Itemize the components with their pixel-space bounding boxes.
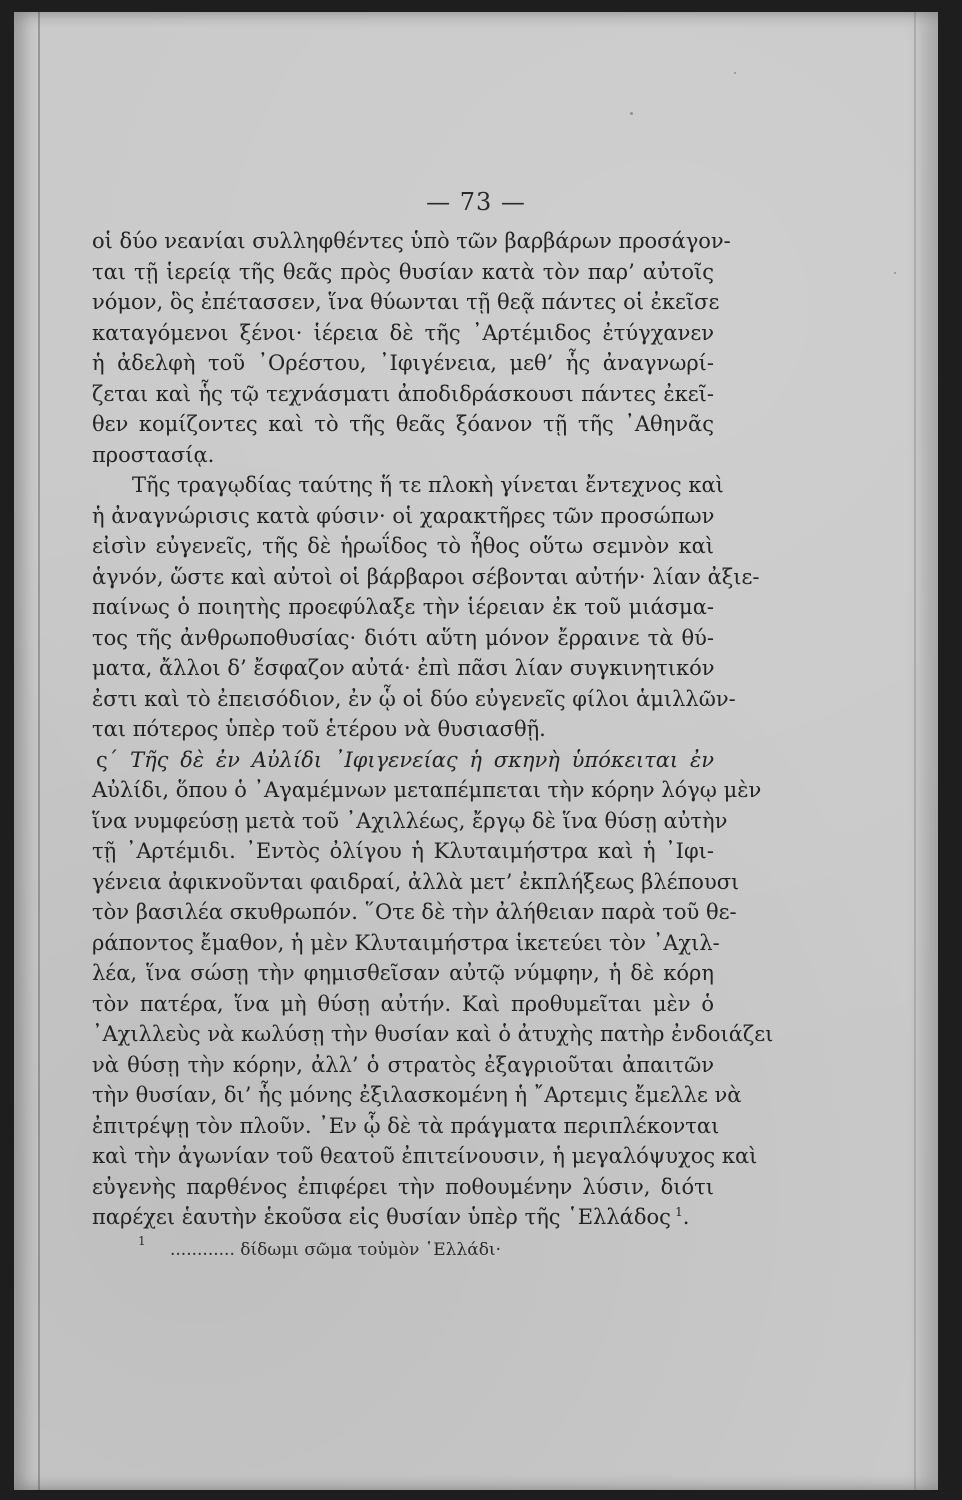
text-line: παίνως ὁ ποιητὴς προεφύλαξε τὴν ἱέρειαν ἐκ τοῦ μιάσμα-: [92, 595, 714, 619]
text-line: ἵνα νυμφεύσῃ μετὰ τοῦ ᾿Αχιλλέως, ἔργῳ δὲ ἵνα θύσῃ αὐτὴν: [92, 808, 728, 833]
text-line: ἐστι καὶ τὸ ἐπεισόδιον, ἐν ᾧ οἱ δύο εὐγενεῖς φίλοι ἁμιλλῶν-: [92, 686, 736, 711]
text-line: προστασίᾳ.: [92, 442, 215, 467]
text-line: ράποντος ἔμαθον, ἡ μὲν Κλυταιμήστρα ἱκετεύει τὸν ᾿Αχιλ-: [92, 930, 720, 955]
text-line: καταγόμενοι ξένοι· ἱέρεια δὲ τῆς ᾿Αρτέμιδος ἐτύγχανεν: [92, 320, 714, 345]
text-line: ζεται καὶ ἧς τῷ τεχνάσματι ἀποδιδράσκουσι πάντες ἐκεῖ-: [92, 381, 714, 406]
footnote-reference: 1: [675, 1205, 683, 1219]
text-line: νὰ θύσῃ τὴν κόρην, ἀλλ’ ὁ στρατὸς ἐξαγριοῦται ἀπαιτῶν: [92, 1052, 714, 1077]
text-line: ἁγνόν, ὥστε καὶ αὐτοὶ οἱ βάρβαροι σέβονται αὐτήν· λίαν ἀξιε-: [92, 564, 760, 589]
text-line: ἡ ἀδελφὴ τοῦ ᾿Ορέστου, ᾿Ιφιγένεια, μεθ’ ἧς ἀναγνωρί-: [92, 351, 714, 375]
text-line: τος τῆς ἀνθρωποθυσίας· διότι αὕτη μόνον ἔρραινε τὰ θύ-: [92, 625, 714, 650]
section-line: [92, 745, 714, 776]
text-line: εὐγενὴς παρθένος ἐπιφέρει τὴν ποθουμένην λύσιν, διότι: [92, 1174, 714, 1199]
text-line: τὸν βασιλέα σκυθρωπόν. ῞Οτε δὲ τὴν ἀλήθειαν παρὰ τοῦ θε-: [92, 900, 737, 924]
paper-speck: [734, 72, 736, 74]
text-line: ἡ ἀναγνώρισις κατὰ φύσιν· οἱ χαρακτῆρες τῶν προσώπων: [92, 503, 715, 528]
text-line: ται πότερος ὑπὲρ τοῦ ἑτέρου νὰ θυσιασθῇ.: [92, 717, 546, 741]
text-line: τῇ ᾿Αρτέμιδι. ᾿Εντὸς ὀλίγου ἡ Κλυταιμήστρα καὶ ἡ ᾿Ιφι-: [92, 839, 714, 863]
book-page: [14, 12, 938, 1490]
text-line: ἐπιτρέψῃ τὸν πλοῦν. ᾿Εν ᾧ δὲ τὰ πράγματα περιπλέκονται: [92, 1113, 720, 1138]
text-line: ᾿Αχιλλεὺς νὰ κωλύσῃ τὴν θυσίαν καὶ ὁ ἀτυχὴς πατὴρ ἐνδοιάζει: [92, 1022, 774, 1046]
text-line: Αὐλίδι, ὅπου ὁ ᾿Αγαμέμνων μεταπέμπεται τὴν κόρην λόγῳ μὲν: [92, 778, 762, 802]
page-edge-shadow-left: [38, 12, 40, 1490]
text-line: οἱ δύο νεανίαι συλληφθέντες ὑπὸ τῶν βαρβάρων προσάγον-: [92, 229, 731, 253]
page-edge-shadow-right: [914, 12, 916, 1490]
footnote: [138, 1234, 502, 1260]
text-line-final: παρέχει ἑαυτὴν ἑκοῦσα εἰς θυσίαν ὑπὲρ τῆς ῾Ελλάδος $^1$.: [92, 1205, 690, 1229]
text-line: θεν κομίζοντες καὶ τὸ τῆς θεᾶς ξόανον τῇ τῆς ᾿Αθηνᾶς: [92, 412, 714, 436]
text-line: εἰσὶν εὐγενεῖς, τῆς δὲ ἡρωΐδος τὸ ἦθος οὕτω σεμνὸν καὶ: [92, 534, 714, 558]
paper-speck: [894, 272, 896, 274]
text-line: νόμον, ὃς ἐπέτασσεν, ἵνα θύωνται τῇ θεᾷ πάντες οἱ ἐκεῖσε: [92, 290, 720, 314]
text-line: ται τῇ ἱερείᾳ τῆς θεᾶς πρὸς θυσίαν κατὰ τὸν παρ’ αὐτοῖς: [92, 259, 714, 284]
footnote-mark: 1: [138, 1234, 146, 1248]
text-line: τὴν θυσίαν, δι’ ἧς μόνης ἐξιλασκομένη ἡ ῎Αρτεμις ἔμελλε νὰ: [92, 1083, 742, 1107]
text-line: καὶ τὴν ἀγωνίαν τοῦ θεατοῦ ἐπιτείνουσιν, ἡ μεγαλόψυχος καὶ: [92, 1144, 758, 1168]
body-text: [92, 226, 774, 1233]
paper-speck: [630, 112, 633, 115]
section-text: Τῆς δὲ ἐν Αὐλίδι ᾿Ιφιγενείας ἡ σκηνὴ ὑπόκειται ἐν: [130, 747, 714, 772]
section-marker: ς΄: [96, 747, 119, 772]
text-line: ματα, ἄλλοι δ’ ἔσφαζον αὐτά· ἐπὶ πᾶσι λίαν συγκινητικόν: [92, 656, 715, 680]
footnote-text: ............ δίδωμι σῶμα τοὐμὸν ῾Ελλάδι·: [170, 1240, 502, 1260]
text-line: Τῆς τραγῳδίας ταύτης ἥ τε πλοκὴ γίνεται ἔντεχνος καὶ: [132, 473, 724, 497]
text-line: λέα, ἵνα σώσῃ τὴν φημισθεῖσαν αὐτῷ νύμφην, ἡ δὲ κόρη: [92, 961, 714, 985]
text-line: τὸν πατέρα, ἵνα μὴ θύσῃ αὐτήν. Καὶ προθυμεῖται μὲν ὁ: [92, 991, 714, 1016]
final-line-text: παρέχει ἑαυτὴν ἑκοῦσα εἰς θυσίαν ὑπὲρ τῆς ῾Ελλάδος: [92, 1205, 671, 1229]
text-line: γένεια ἀφικνοῦνται φαιδραί, ἀλλὰ μετ’ ἐκπλήξεως βλέπουσι: [92, 869, 740, 894]
page-number: — 73 —: [426, 188, 526, 216]
